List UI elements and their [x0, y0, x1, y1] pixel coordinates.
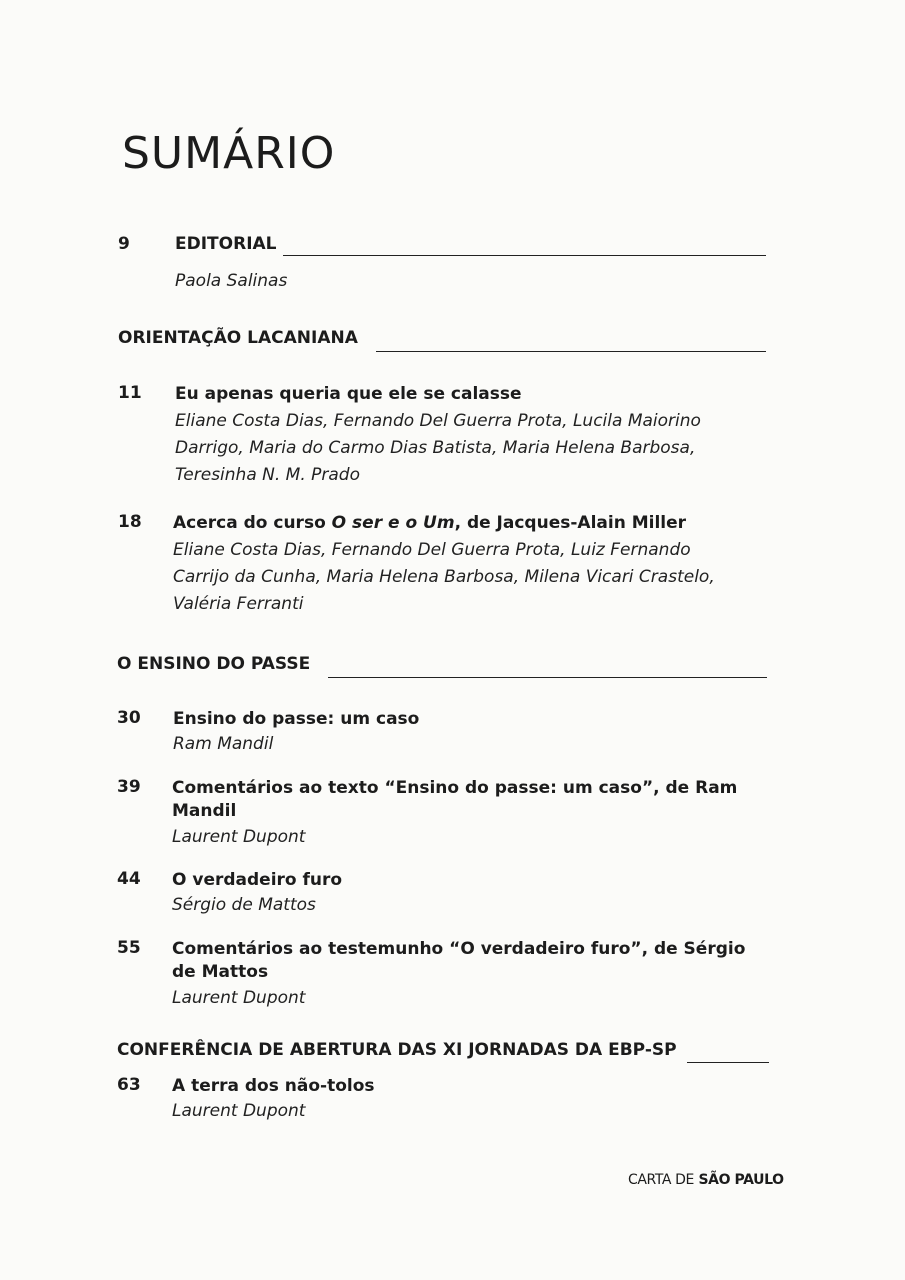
entry-title-line: Comentários ao texto “Ensino do passe: um caso”, de Ram [172, 778, 738, 798]
toc-entry[interactable] [117, 869, 757, 919]
entry-author-line: Eliane Costa Dias, Fernando Del Guerra Prota, Lucila Maiorino [175, 411, 701, 431]
entry-author-line: Eliane Costa Dias, Fernando Del Guerra Prota, Luiz Fernando [173, 540, 691, 560]
publication-logo [628, 1172, 784, 1188]
entry-author: Laurent Dupont [172, 827, 306, 847]
entry-author-line: Darrigo, Maria do Carmo Dias Batista, Maria Helena Barbosa, [175, 438, 696, 458]
toc-entry[interactable] [117, 938, 757, 1012]
entry-title-suffix: , de Jacques-Alain Miller [454, 513, 687, 533]
entry-title [173, 512, 758, 535]
entry-title-italic: O ser e o Um [331, 513, 455, 533]
section-header-orientacao-lacaniana [118, 328, 766, 348]
entry-page-number: 63 [117, 1075, 141, 1095]
entry-page-number: 9 [118, 234, 130, 254]
entry-title-line: Mandil [172, 801, 237, 821]
entry-page-number: 44 [117, 869, 141, 889]
entry-author: Ram Mandil [173, 734, 274, 754]
toc-entry[interactable] [118, 512, 758, 618]
entry-page-number: 11 [118, 383, 142, 403]
entry-page-number: 55 [117, 938, 141, 958]
entry-author-block [175, 268, 287, 295]
entry-title: Eu apenas queria que ele se calasse [175, 384, 522, 404]
entry-author: Laurent Dupont [172, 1101, 306, 1121]
leader-rule [283, 255, 766, 256]
leader-rule [687, 1062, 769, 1063]
entry-author: Sérgio de Mattos [172, 895, 316, 915]
entry-author: Paola Salinas [175, 271, 288, 291]
section-title: O ENSINO DO PASSE [117, 654, 311, 674]
brand-part-1: CARTA DE [628, 1172, 694, 1188]
entry-author-line: Teresinha N. M. Prado [175, 465, 360, 485]
entry-title: A terra dos não-tolos [172, 1076, 375, 1096]
entry-page-number: 30 [117, 708, 141, 728]
entry-title-line: de Mattos [172, 962, 269, 982]
entry-author-line: Carrijo da Cunha, Maria Helena Barbosa, Milena Vicari Crastelo, [173, 567, 715, 587]
entry-page-number: 39 [117, 777, 141, 797]
toc-entry[interactable] [118, 383, 758, 489]
entry-author: Laurent Dupont [172, 988, 306, 1008]
leader-rule [328, 677, 767, 678]
page-title: SUMÁRIO [122, 128, 336, 179]
leader-rule [376, 351, 766, 352]
toc-entry[interactable] [117, 708, 757, 758]
entry-title: O verdadeiro furo [172, 870, 343, 890]
entry-title-line: Comentários ao testemunho “O verdadeiro furo”, de Sérgio [172, 939, 746, 959]
brand-part-2: SÃO PAULO [698, 1172, 784, 1188]
section-header-conferencia [117, 1040, 769, 1060]
toc-entry[interactable] [117, 1075, 757, 1125]
entry-author-line: Valéria Ferranti [173, 594, 304, 614]
entry-title-prefix: Acerca do curso [173, 513, 332, 533]
entry-title: Ensino do passe: um caso [173, 709, 420, 729]
section-title: ORIENTAÇÃO LACANIANA [118, 328, 358, 348]
section-header-ensino-do-passe [117, 654, 767, 674]
section-title: CONFERÊNCIA DE ABERTURA DAS XI JORNADAS DA EBP-SP [117, 1040, 677, 1060]
toc-entry-editorial[interactable] [118, 234, 766, 254]
entry-page-number: 18 [118, 512, 142, 532]
toc-entry[interactable] [117, 777, 757, 851]
entry-title: EDITORIAL [175, 234, 277, 254]
